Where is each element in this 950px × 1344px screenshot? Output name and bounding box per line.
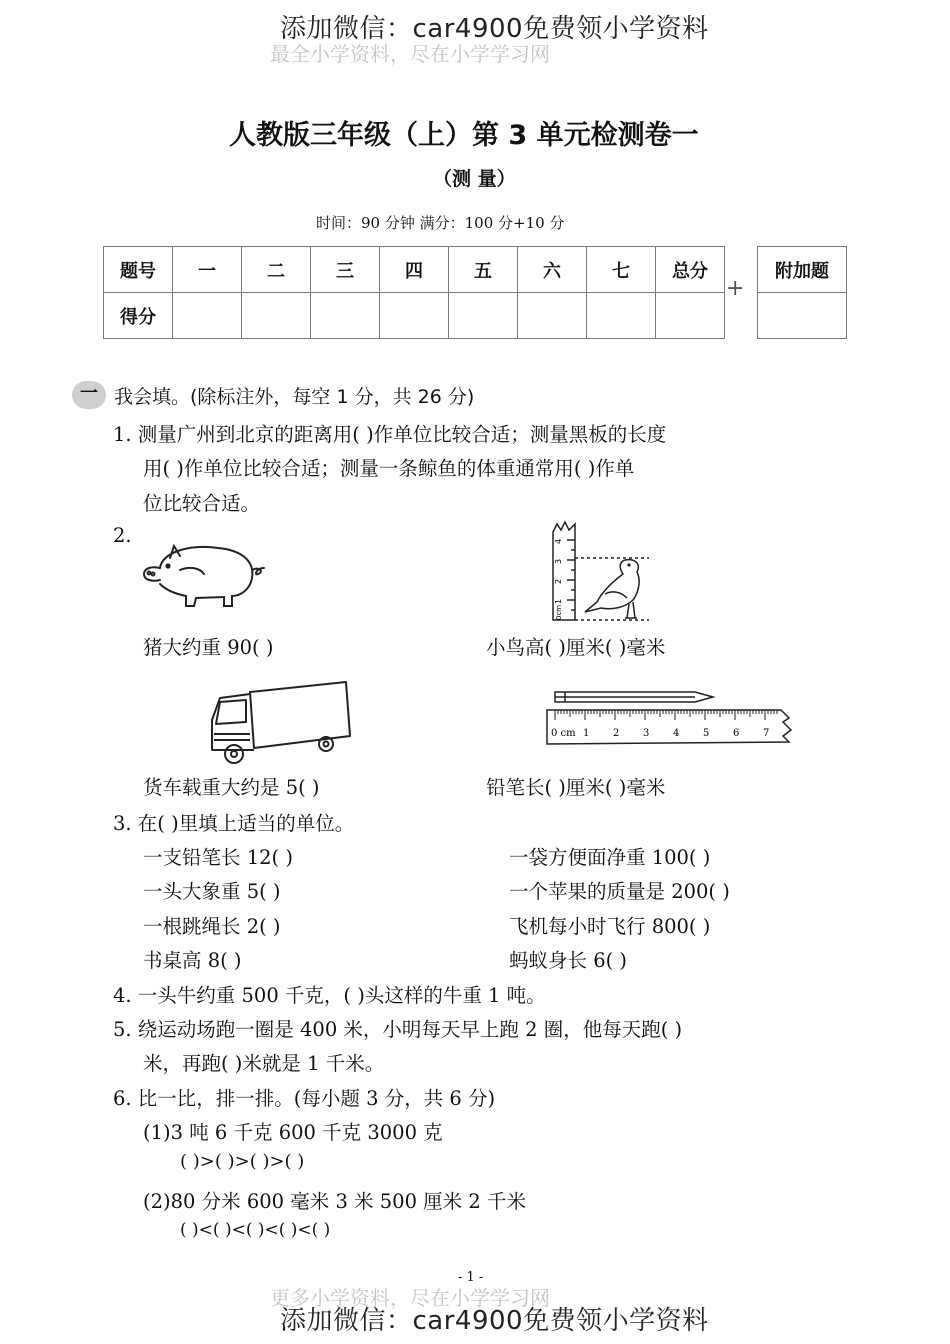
q1-line3: 位比较合适。 [143, 492, 261, 515]
q2-number: 2. [113, 524, 132, 547]
ruler-tick: 7 [763, 728, 770, 739]
ruler-tick: 6 [733, 728, 740, 739]
q3-left-item: 书桌高 8( ) [143, 949, 242, 972]
q3-right-item: 一袋方便面净重 100( ) [509, 846, 711, 869]
header-cell: 题号 [104, 247, 173, 293]
q2-truck-text: 货车载重大约是 5( ) [143, 776, 320, 799]
q6-part1: (1)3 吨 6 千克 600 千克 3000 克 [143, 1121, 443, 1144]
time-score-info: 时间：90 分钟 满分：100 分+10 分 [316, 214, 565, 232]
ruler-tick: 2 [554, 578, 563, 584]
header-cell: 一 [173, 247, 242, 293]
score-cell[interactable] [311, 293, 380, 339]
q6-heading: 6. 比一比，排一排。(每小题 3 分，共 6 分) [113, 1087, 496, 1110]
truck-illustration [206, 680, 356, 766]
section-badge: 一 [72, 381, 106, 409]
pencil-ruler-illustration [545, 688, 807, 754]
top-watermark: 最全小学资料，尽在小学学习网 [270, 42, 550, 66]
score-table-score-row [104, 293, 725, 339]
q3-right-item: 蚂蚁身长 6( ) [509, 949, 628, 972]
top-banner: 添加微信：car4900免费领小学资料 [280, 14, 709, 44]
header-cell: 七 [587, 247, 656, 293]
q6-part2: (2)80 分米 600 毫米 3 米 500 厘米 2 千米 [143, 1190, 526, 1213]
score-row-label: 得分 [104, 293, 173, 339]
header-cell: 三 [311, 247, 380, 293]
score-cell[interactable] [587, 293, 656, 339]
bottom-watermark: 更多小学资料，尽在小学学习网 [270, 1286, 550, 1310]
score-cell[interactable] [380, 293, 449, 339]
q3-left-item: 一支铅笔长 12( ) [143, 846, 293, 869]
header-cell: 总分 [656, 247, 725, 293]
q4-text: 4. 一头牛约重 500 千克，( )头这样的牛重 1 吨。 [113, 984, 546, 1007]
header-cell: 六 [518, 247, 587, 293]
q2-pencil-text: 铅笔长( )厘米( )毫米 [486, 776, 666, 799]
score-cell[interactable] [173, 293, 242, 339]
q2-pig-text: 猪大约重 90( ) [143, 636, 274, 659]
q3-heading: 3. 在( )里填上适当的单位。 [113, 812, 355, 835]
section-title: 我会填。(除标注外，每空 1 分，共 26 分) [114, 386, 475, 408]
ruler-tick: 5 [703, 728, 710, 739]
extra-score-table [757, 246, 847, 339]
ruler-tick: 1 [554, 598, 563, 604]
ruler-tick: 4 [554, 538, 563, 544]
plus-sign: + [726, 276, 745, 301]
q6-part1-blanks: ( )>( )>( )>( ) [180, 1151, 305, 1172]
score-cell[interactable] [242, 293, 311, 339]
subtitle: （测 量） [433, 168, 516, 190]
score-cell[interactable] [518, 293, 587, 339]
q3-right-item: 飞机每小时飞行 800( ) [509, 915, 711, 938]
q1-line2: 用( )作单位比较合适；测量一条鲸鱼的体重通常用( )作单 [143, 457, 635, 480]
score-table-header-row [104, 247, 725, 293]
ruler-tick: 4 [673, 728, 680, 739]
page-number: - 1 - [458, 1270, 484, 1285]
ruler-tick: 0cm [555, 604, 563, 620]
ruler-tick: 3 [643, 728, 650, 739]
extra-header-cell: 附加题 [758, 247, 847, 293]
q5-line2: 米，再跑( )米就是 1 千米。 [143, 1052, 385, 1075]
bottom-banner: 添加微信：car4900免费领小学资料 [280, 1306, 709, 1336]
header-cell: 二 [242, 247, 311, 293]
ruler-tick: 3 [554, 558, 563, 564]
q2-bird-text: 小鸟高( )厘米( )毫米 [486, 636, 666, 659]
q3-left-item: 一头大象重 5( ) [143, 880, 281, 903]
score-table [103, 246, 725, 339]
q3-left-item: 一根跳绳长 2( ) [143, 915, 281, 938]
score-cell[interactable] [449, 293, 518, 339]
bird-ruler-illustration [545, 520, 655, 625]
score-cell[interactable] [656, 293, 725, 339]
q5-line1: 5. 绕运动场跑一圈是 400 米，小明每天早上跑 2 圈，他每天跑( ) [113, 1018, 683, 1041]
q3-right-item: 一个苹果的质量是 200( ) [509, 880, 730, 903]
ruler-tick: 0 cm [551, 728, 576, 739]
pig-illustration [140, 540, 270, 610]
q6-part2-blanks: ( )<( )<( )<( )<( ) [180, 1220, 331, 1240]
page-title: 人教版三年级（上）第 3 单元检测卷一 [229, 120, 699, 151]
q1-line1: 1. 测量广州到北京的距离用( )作单位比较合适；测量黑板的长度 [113, 423, 667, 446]
header-cell: 五 [449, 247, 518, 293]
extra-score-cell[interactable] [758, 293, 847, 339]
ruler-tick: 1 [583, 728, 590, 739]
header-cell: 四 [380, 247, 449, 293]
ruler-tick: 2 [613, 728, 620, 739]
